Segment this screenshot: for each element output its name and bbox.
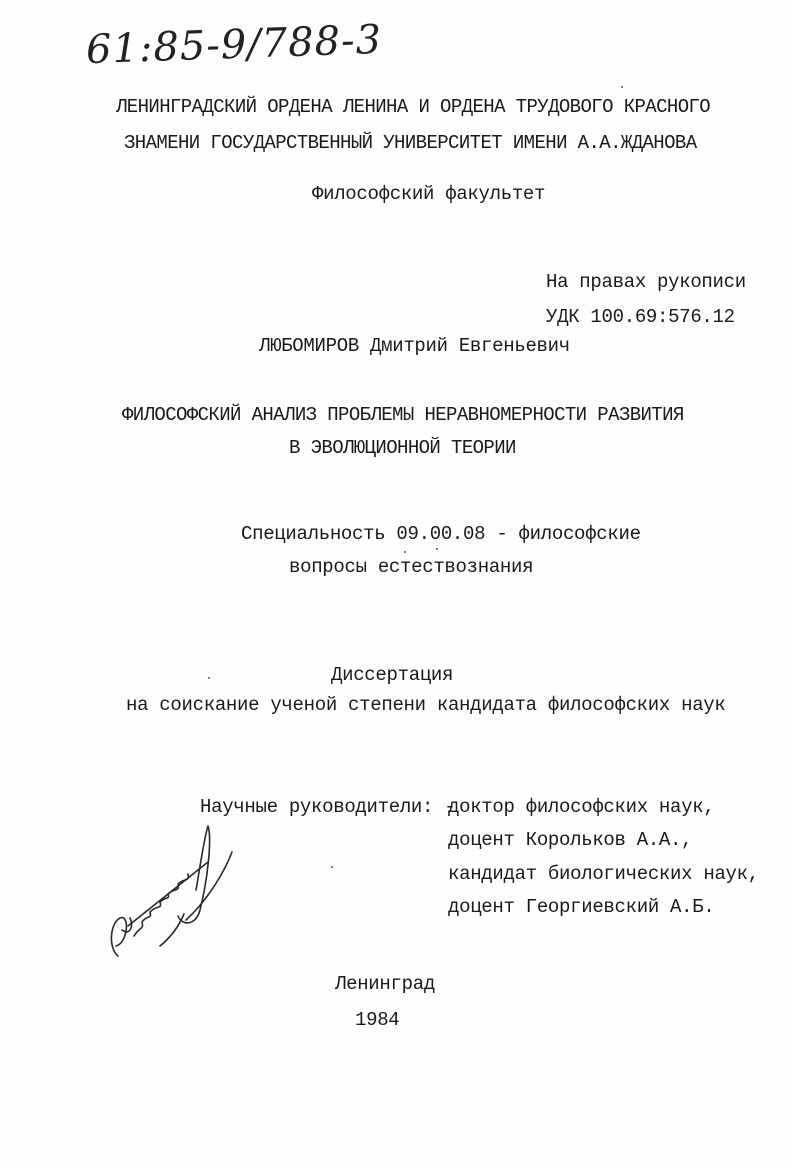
degree-purpose: на соискание ученой степени кандидата философских наук: [126, 694, 726, 716]
thesis-title-line1: ФИЛОСОФСКИЙ АНАЛИЗ ПРОБЛЕМЫ НЕРАВНОМЕРНОСТИ РАЗВИТИЯ: [122, 404, 684, 426]
udk-code: УДК 100.69:576.12: [546, 306, 735, 328]
archive-code-handwritten: 61:85-9/788-3: [85, 16, 383, 74]
dissertation-label: Диссертация: [331, 664, 454, 686]
specialty-line2: вопросы естествознания: [289, 556, 534, 578]
supervisors-label: Научные руководители: -: [200, 796, 456, 818]
faculty-name: Философский факультет: [312, 183, 546, 205]
scan-speck: [621, 86, 623, 88]
scan-speck: [208, 677, 210, 679]
university-name-line1: ЛЕНИНГРАДСКИЙ ОРДЕНА ЛЕНИНА И ОРДЕНА ТРУДОВОГО КРАСНОГО: [116, 96, 711, 118]
scan-speck: [404, 551, 406, 553]
year: 1984: [355, 1009, 400, 1031]
author-signature: [100, 818, 240, 968]
scan-speck: [436, 548, 438, 550]
author-name: ЛЮБОМИРОВ Дмитрий Евгеньевич: [259, 335, 570, 357]
thesis-title-line2: В ЭВОЛЮЦИОННОЙ ТЕОРИИ: [289, 437, 516, 459]
supervisor-line: доцент Корольков А.А.,: [448, 829, 693, 851]
scan-speck: [331, 866, 333, 868]
university-name-line2: ЗНАМЕНИ ГОСУДАРСТВЕННЫЙ УНИВЕРСИТЕТ ИМЕНИ А.А.ЖДАНОВА: [124, 132, 697, 154]
supervisor-line: доктор философских наук,: [448, 796, 715, 818]
city: Ленинград: [335, 973, 435, 995]
supervisor-line: доцент Георгиевский А.Б.: [448, 896, 715, 918]
specialty-line1: Специальность 09.00.08 - философские: [241, 523, 641, 545]
supervisor-line: кандидат биологических наук,: [448, 863, 759, 885]
manuscript-rights-note: На правах рукописи: [546, 271, 746, 293]
